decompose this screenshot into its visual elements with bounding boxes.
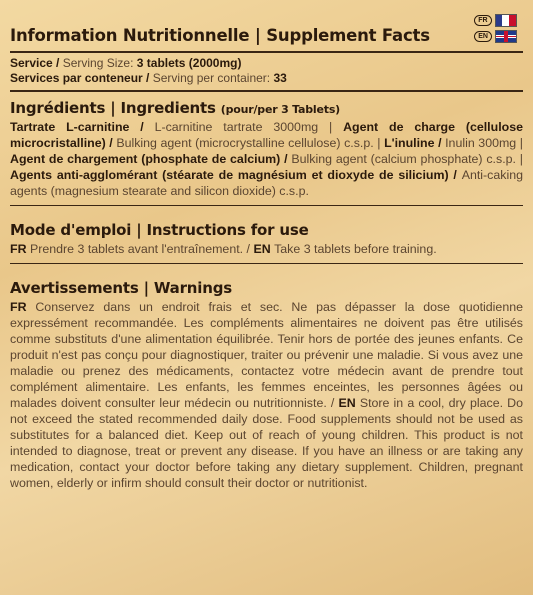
ingredient-cellulose-en: Bulking agent (microcrystalline cellulose) c.s.p. | (116, 136, 385, 150)
per-container-en-label: Serving per container: (152, 71, 274, 85)
ingredient-carnitine-en: L-carnitine tartrate 3000mg | (154, 120, 344, 134)
per-container-value: 33 (273, 71, 287, 85)
france-flag-icon (495, 14, 517, 27)
ingredients-title (10, 99, 523, 117)
warnings-title: Avertissements | Warnings (10, 279, 232, 297)
instructions-en-text: Take 3 tablets before training. (274, 242, 437, 256)
serving-size-en-label: Serving Size: (62, 56, 137, 70)
ingredient-cellulose-fr: Agent de charge (cellulose microcristalline) / (10, 120, 523, 150)
instructions-section (10, 214, 523, 264)
language-flags (474, 14, 517, 43)
ingredient-phosphate-fr: Agent de chargement (phosphate de calcium) / (10, 152, 292, 166)
instructions-title: Mode d'emploi | Instructions for use (10, 221, 309, 239)
serving-size-label: Service / (10, 56, 63, 70)
instructions-text (10, 241, 523, 257)
flag-row-fr (474, 14, 517, 27)
instructions-fr-text: Prendre 3 tablets avant l'entraînement. / (29, 242, 254, 256)
ingredient-carnitine-fr: Tartrate L-carnitine / (10, 120, 155, 134)
ingredient-anticaking-en: Anti-caking agents (magnesium stearate and silicon dioxide) c.s.p. (10, 168, 523, 198)
servings-per-container-line (10, 71, 523, 86)
ingredients-heading: Ingrédients | Ingredients (10, 99, 221, 117)
lang-badge-fr: FR (474, 15, 491, 26)
label-header (10, 8, 523, 53)
per-container-label: Services par conteneur / (10, 71, 153, 85)
warnings-section (10, 272, 523, 497)
warnings-fr-text: Conservez dans un endroit frais et sec. Ne pas dépasser la dose quotidienne expressément recommandée. Les compléments alimentaires ne doivent pas être utilisés comme substituts d'une alimentation équilibrée. Tenir hors de portée des jeunes enfants. Ce produit n'est pas conçu pour diagnostiquer, traiter ou prévenir une maladie. Si vous avez une maladie ou prenez des médicaments, contactez votre médecin avant de prendre tout complément alimentaire. Les enfants, les femmes enceintes, les personnes âgées ou malades doivent consulter leur médecin ou nutritionniste. / (10, 300, 523, 410)
ingredient-inulin-fr: L'inuline / (384, 136, 446, 150)
serving-size-line (10, 56, 523, 71)
ingredients-note: (pour/per 3 Tablets) (220, 103, 341, 116)
ingredient-inulin-en: Inulin 300mg | (445, 136, 523, 150)
warnings-en-text: Store in a cool, dry place. Do not exceed the stated recommended daily dose. Food supplements should not be used as substitutes for a balanced diet. Keep out of reach of young children. This product is not intended to diagnose, treat or prevent any disease. If you have an illness or are taking any medication, contact your doctor before taking any dietary supplement. Children, pregnant women, elderly or infirm should consult their doctor or nutritionist. (10, 396, 523, 490)
serving-size-value: 3 tablets (2000mg) (136, 56, 242, 70)
serving-info (10, 53, 523, 92)
ingredients-section (10, 92, 523, 206)
warnings-fr-tag: FR (10, 300, 36, 314)
warnings-en-tag: EN (338, 396, 360, 410)
label-title: Information Nutritionnelle | Supplement Facts (10, 26, 430, 45)
supplement-label (10, 8, 523, 497)
ingredients-text (10, 119, 523, 199)
uk-flag-icon (495, 30, 517, 43)
instructions-fr-tag: FR (10, 242, 30, 256)
warnings-text (10, 299, 523, 491)
ingredient-phosphate-en: Bulking agent (calcium phosphate) c.s.p. | (291, 152, 523, 166)
lang-badge-en: EN (474, 31, 492, 42)
ingredient-anticaking-fr: Agents anti-agglomérant (stéarate de magnésium et dioxyde de silicium) / (10, 168, 462, 182)
instructions-en-tag: EN (253, 242, 275, 256)
flag-row-en (474, 30, 517, 43)
